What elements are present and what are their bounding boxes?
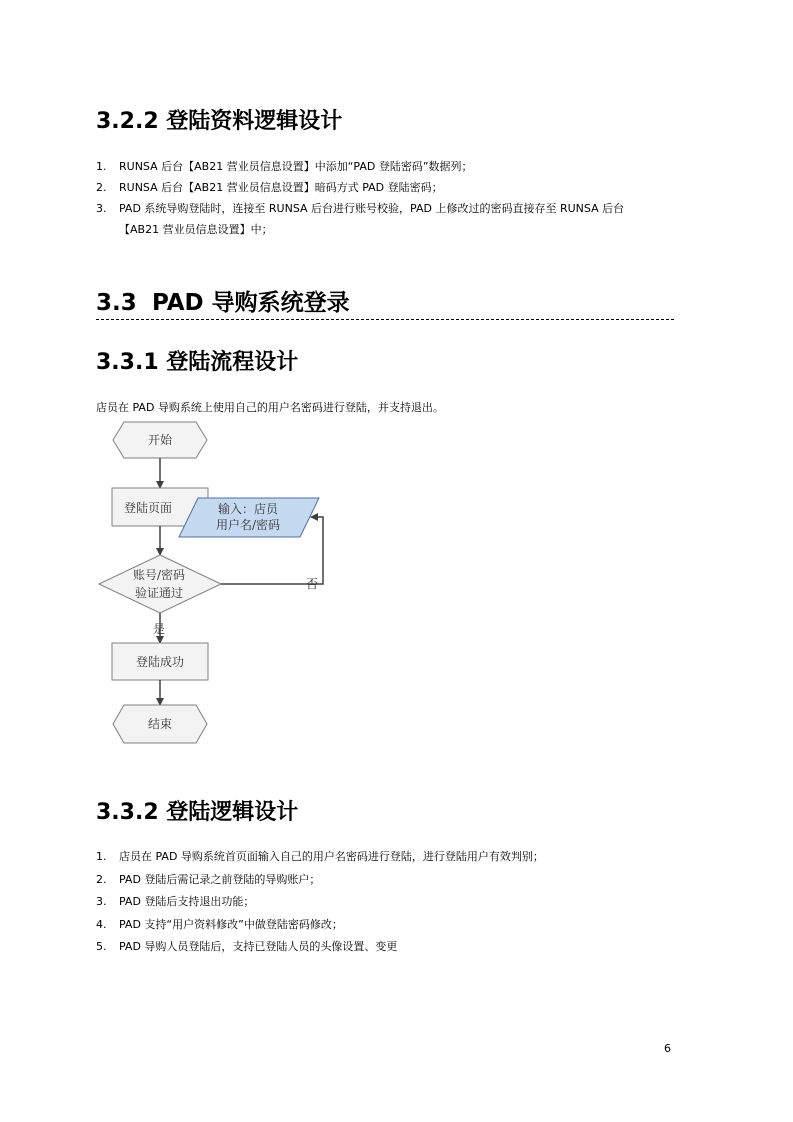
- list-item-text: PAD 支持“用户资料修改”中做登陆密码修改；: [119, 917, 343, 931]
- list-item-text: 店员在 PAD 导购系统首页面输入自己的用户名密码进行登陆，进行登陆用户有效判别；: [119, 850, 544, 863]
- login-page-label: 登陆页面: [123, 501, 173, 515]
- list-item-number: 1.: [96, 850, 107, 863]
- section-33-number: 3.3: [96, 290, 137, 316]
- list-item-number: 4.: [96, 917, 107, 931]
- list-item: [96, 156, 624, 177]
- list-item: [96, 177, 624, 198]
- start-node-label: 开始: [147, 433, 173, 447]
- input-label-line2: 用户名/密码: [215, 518, 281, 532]
- list-item-number: 5.: [96, 940, 107, 953]
- login-success-node: [112, 643, 208, 680]
- list-item-text: PAD 导购人员登陆后，支持已登陆人员的头像设置、变更: [119, 940, 398, 953]
- section-322-list: [96, 156, 624, 240]
- list-item-number: 2.: [96, 872, 107, 886]
- heading-divider: [96, 319, 674, 320]
- list-item-number: 3.: [96, 895, 107, 908]
- section-332-heading: 3.3.2 登陆逻辑设计: [96, 800, 299, 825]
- list-item: [96, 936, 544, 959]
- list-item-number: 2.: [96, 181, 107, 194]
- input-node: [179, 498, 319, 537]
- login-flowchart: [90, 415, 340, 750]
- list-item: [96, 846, 544, 869]
- list-item-number: 1.: [96, 160, 107, 173]
- decision-label-line2: 验证通过: [134, 586, 184, 600]
- section-332-list: [96, 846, 544, 959]
- input-label-line1: 输入：店员: [217, 502, 279, 516]
- end-node: [113, 705, 207, 743]
- list-item: [96, 914, 544, 937]
- page-number: 6: [664, 1042, 671, 1055]
- list-item: [96, 198, 624, 240]
- list-item-text-continued: 【AB21 营业员信息设置】中；: [119, 223, 273, 236]
- yes-label: 是: [152, 622, 166, 636]
- login-success-label: 登陆成功: [135, 655, 185, 669]
- section-33-heading: [96, 284, 350, 317]
- decision-label-line1: 账号/密码: [132, 568, 186, 582]
- start-node: [113, 422, 207, 458]
- list-item-text: RUNSA 后台【AB21 营业员信息设置】中添加“PAD 登陆密码”数据列；: [119, 160, 473, 173]
- section-322-heading: 3.2.2 登陆资料逻辑设计: [96, 109, 343, 134]
- section-331-intro: 店员在 PAD 导购系统上使用自己的用户名密码进行登陆，并支持退出。: [96, 401, 444, 414]
- no-label: 否: [305, 577, 319, 591]
- list-item: [96, 891, 544, 914]
- list-item-text: PAD 登陆后支持退出功能；: [119, 895, 255, 908]
- list-item-text: PAD 系统导购登陆时，连接至 RUNSA 后台进行账号校验，PAD 上修改过的密码直接存至 RUNSA 后台: [119, 202, 625, 215]
- decision-node: [99, 555, 221, 613]
- section-331-heading: 3.3.1 登陆流程设计: [96, 350, 299, 375]
- list-item-text: PAD 登陆后需记录之前登陆的导购账户；: [119, 872, 321, 886]
- list-item-number: 3.: [96, 202, 107, 215]
- section-33-title: PAD 导购系统登录: [152, 290, 350, 316]
- list-item-text: RUNSA 后台【AB21 营业员信息设置】暗码方式 PAD 登陆密码；: [119, 181, 443, 194]
- end-node-label: 结束: [147, 717, 173, 731]
- list-item: [96, 869, 544, 892]
